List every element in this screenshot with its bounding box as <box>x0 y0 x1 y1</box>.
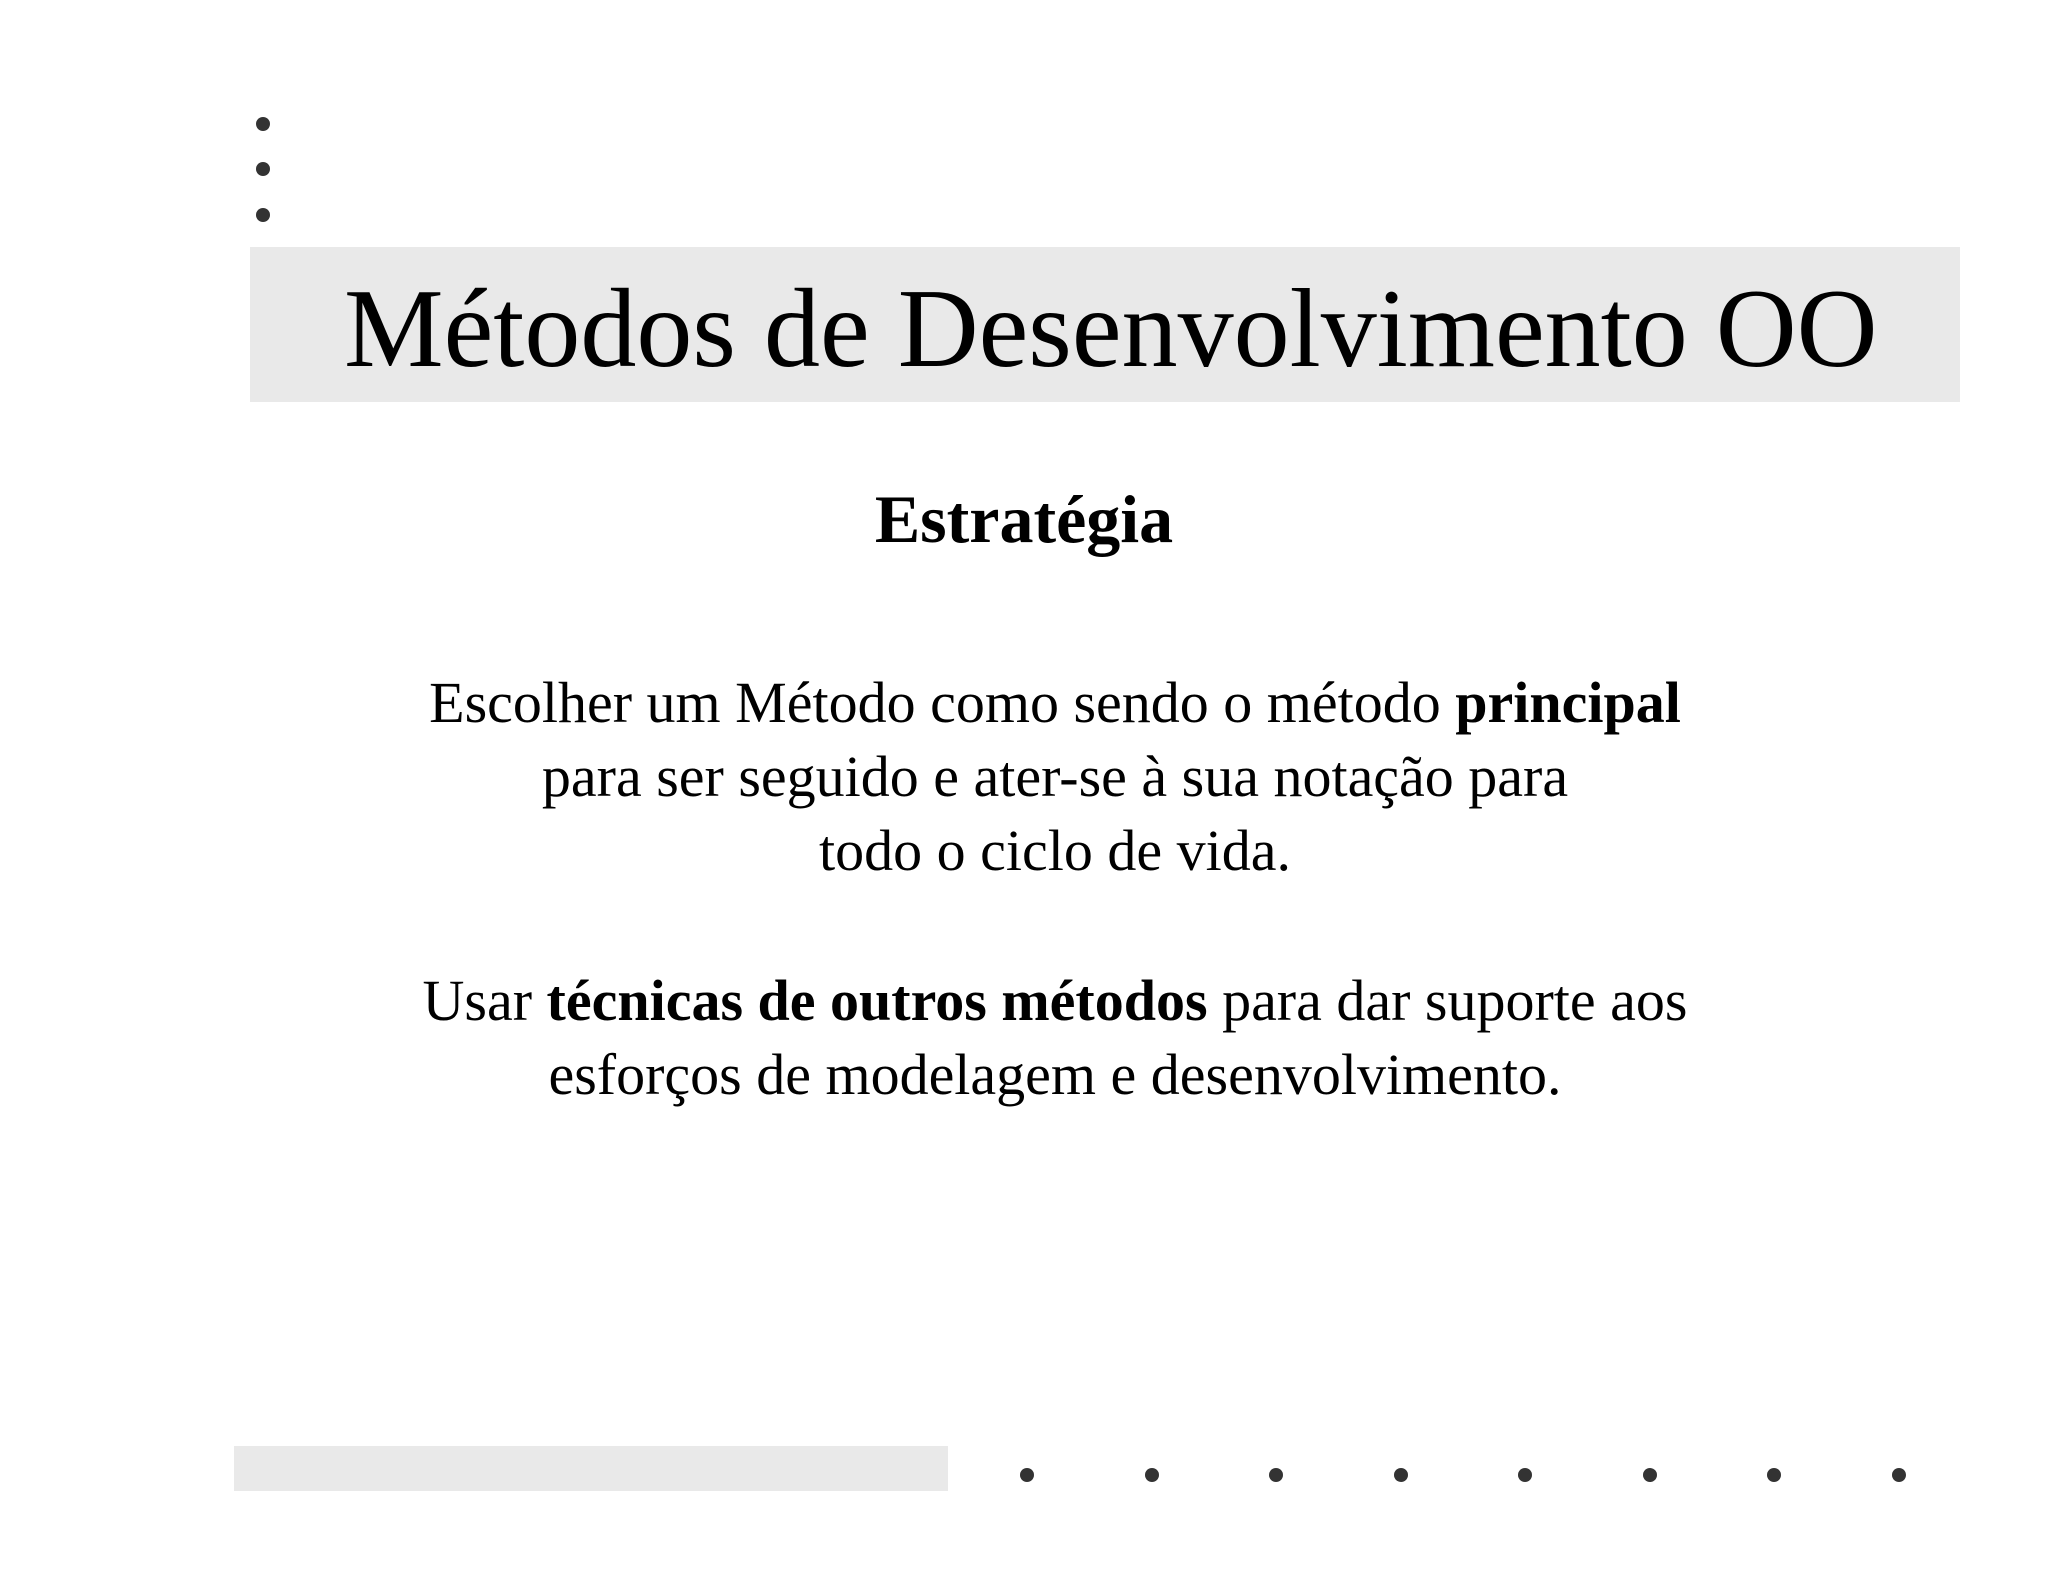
paragraph-1-line-1-text: Escolher um Método como sendo o método <box>429 670 1456 735</box>
footer-band <box>234 1446 948 1491</box>
paragraph-1-emphasis: principal <box>1455 670 1681 735</box>
paragraph-2-line-1-text-c: para dar suporte aos <box>1207 968 1688 1033</box>
decor-dot-horizontal-4 <box>1394 1468 1408 1482</box>
decor-dot-horizontal-7 <box>1767 1468 1781 1482</box>
paragraph-1-line-3: todo o ciclo de vida. <box>819 818 1291 883</box>
paragraph-2 <box>300 964 1810 1112</box>
decor-dot-horizontal-5 <box>1518 1468 1532 1482</box>
paragraph-2-line-1 <box>300 964 1810 1038</box>
decor-dot-horizontal-1 <box>1020 1468 1034 1482</box>
paragraph-1-line-1 <box>300 666 1810 740</box>
slide-subtitle: Estratégia <box>874 481 1174 557</box>
decor-dot-horizontal-2 <box>1145 1468 1159 1482</box>
paragraph-2-emphasis: técnicas de outros métodos <box>546 968 1208 1033</box>
decor-dot-vertical-1 <box>256 117 270 131</box>
decor-dot-horizontal-6 <box>1643 1468 1657 1482</box>
decor-dot-vertical-3 <box>256 208 270 222</box>
paragraph-1-line-2: para ser seguido e ater-se à sua notação para <box>541 744 1569 809</box>
decor-dot-vertical-2 <box>256 162 270 176</box>
slide-title: Métodos de Desenvolvimento OO <box>344 267 1878 391</box>
decor-dot-horizontal-3 <box>1269 1468 1283 1482</box>
paragraph-1 <box>300 666 1810 888</box>
decor-dot-horizontal-8 <box>1892 1468 1906 1482</box>
paragraph-2-line-1-text-a: Usar <box>422 968 547 1033</box>
paragraph-2-line-2: esforços de modelagem e desenvolvimento. <box>548 1042 1562 1107</box>
title-band <box>250 247 1960 402</box>
